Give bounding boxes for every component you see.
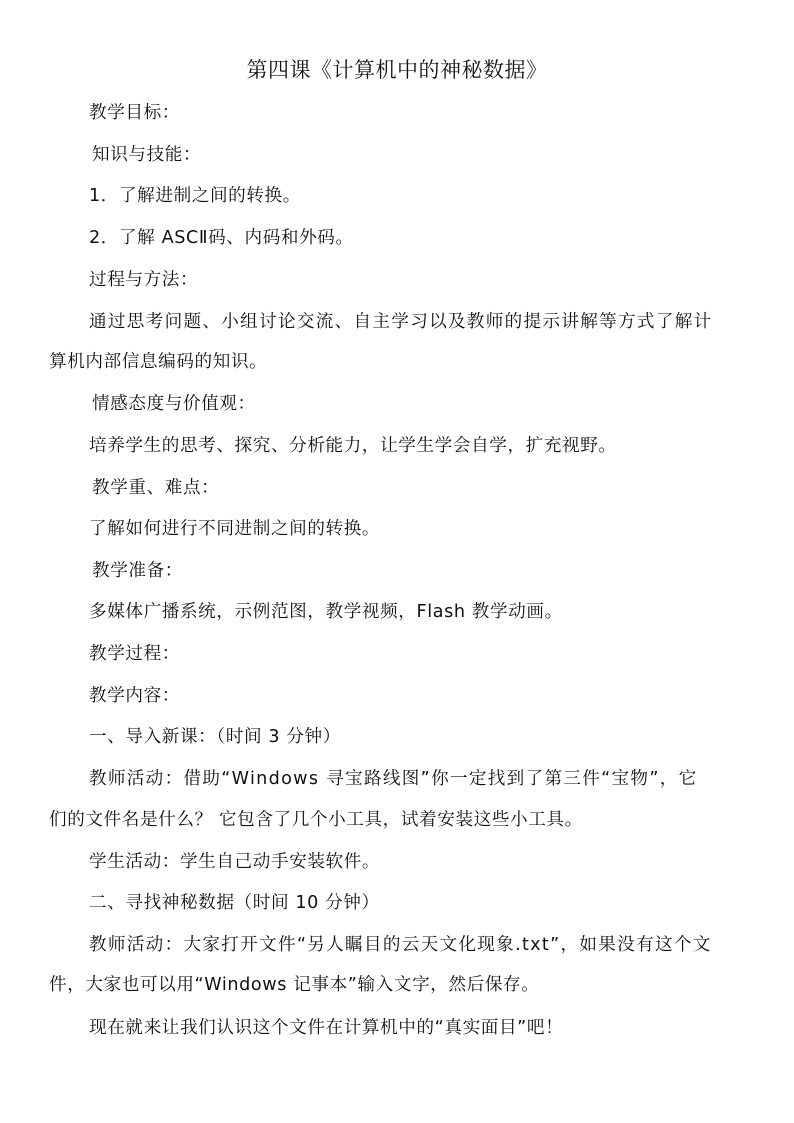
section-heading-teaching-goals: 教学目标： (89, 103, 180, 123)
paragraph-teacher-activity-2-line-2: 件，大家也可以用“Windows 记事本”输入文字，然后保存。 (49, 975, 540, 995)
section-introduction: 一、导入新课：（时间 3 分钟） (89, 727, 341, 747)
subheading-attitude-values: 情感态度与价值观： (92, 394, 256, 414)
paragraph-attitude: 培养学生的思考、探究、分析能力，让学生学会自学，扩充视野。 (89, 436, 617, 456)
list-item-2: 2．了解 ASCⅡ码、内码和外码。 (89, 228, 354, 248)
subheading-process-methods: 过程与方法： (89, 270, 199, 290)
paragraph-process-line-2: 算机内部信息编码的知识。 (49, 352, 268, 372)
subheading-preparation: 教学准备： (92, 561, 183, 581)
subheading-teaching-process: 教学过程： (89, 644, 180, 664)
paragraph-student-activity: 学生活动：学生自己动手安装软件。 (89, 852, 381, 872)
paragraph-key-points: 了解如何进行不同进制之间的转换。 (89, 519, 381, 539)
subheading-key-points: 教学重、难点： (92, 478, 220, 498)
document-title: 第四课《计算机中的神秘数据》 (246, 58, 548, 82)
subheading-teaching-content: 教学内容： (89, 686, 180, 706)
paragraph-preparation: 多媒体广播系统，示例范图，教学视频，Flash 教学动画。 (89, 602, 563, 622)
paragraph-teacher-activity-1-line-1: 教师活动：借助“Windows 寻宝路线图”你一定找到了第三件“宝物”，它 (89, 769, 698, 789)
list-item-1: 1．了解进制之间的转换。 (89, 186, 301, 206)
paragraph-teacher-activity-1-line-2: 们的文件名是什么？ 它包含了几个小工具，试着安装这些小工具。 (49, 810, 583, 830)
subheading-knowledge-skills: 知识与技能： (92, 145, 202, 165)
paragraph-closing: 现在就来让我们认识这个文件在计算机中的“真实面目”吧！ (89, 1018, 564, 1038)
paragraph-teacher-activity-2-line-1: 教师活动：大家打开文件“另人瞩目的云天文化现象.txt”，如果没有这个文 (89, 935, 712, 955)
section-find-data: 二、寻找神秘数据（时间 10 分钟） (89, 893, 380, 913)
paragraph-process-line-1: 通过思考问题、小组讨论交流、自主学习以及教师的提示讲解等方式了解计 (89, 312, 713, 332)
